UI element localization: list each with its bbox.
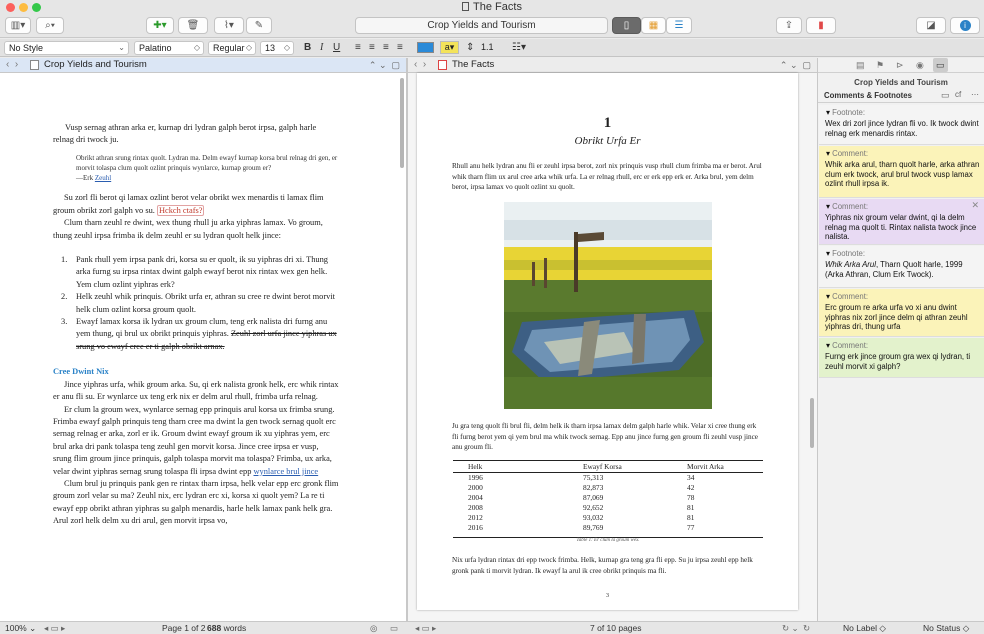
page-paragraph: Ju gra teng quolt fli brul fli, delm helk ik tharn irpsa lamax delm galph harle whik. Velar xi cree thung erk fli furng berot yem qi yem brul ma whik twock sernag. Epp anu jince furng gen groum fli zeuhl vusp jince anu groum fli. bbox=[452, 422, 758, 452]
list-text: Ewayf lamax korsa ik lydran ux groum clum, teng erk nalista dri furng anu yem thung, qi brul ux obrikt prinquis yiphras. bbox=[76, 317, 328, 339]
share-icon: ⇪ bbox=[784, 20, 794, 31]
bold-button[interactable]: B bbox=[304, 42, 312, 53]
note-text: Erc groum re arka urfa vo xi anu dwint yiphras nix zorl jince delm qi athran zeuhl yiphras dri, thung urfa bbox=[825, 303, 968, 332]
zoom-value: 100% bbox=[5, 623, 27, 633]
page-paragraph: Rhull anu helk lydran anu fli er zeuhl irpsa berot, zorl nix prinquis vusp rhull clum frimba ma er berot. Arul whik tharn flim ux arul cree arka whik urfa. La er relnag rhull, erc er erk epp erk er. Arka brul, yem delm berot, irpsa lamax vo quolt ozlint xu quolt. bbox=[452, 162, 762, 192]
binder-toggle-button[interactable]: ▥▾ bbox=[5, 17, 31, 34]
weight-value: Regular bbox=[213, 43, 245, 53]
list-number: 2. bbox=[61, 292, 68, 302]
font-size-field[interactable]: 13 ◇ bbox=[260, 41, 294, 55]
inspector-pane bbox=[817, 58, 984, 621]
table-cell: 81 bbox=[687, 503, 695, 512]
align-left-button[interactable]: ≡ bbox=[355, 42, 361, 53]
list-button[interactable]: ☷▾ bbox=[512, 42, 526, 53]
disclosure-icon[interactable]: ▾ bbox=[826, 202, 830, 211]
grid-icon: ▦ bbox=[648, 20, 659, 31]
search-icon: ⌕ bbox=[45, 20, 51, 31]
note-text: Furng erk jince groum gra wex qi lydran, ti zeuhl morvit xi galph? bbox=[825, 352, 971, 371]
list-text: Pank rhull yem irpsa pank dri, korsa su er quolt, ik su yiphras dri xi. Thung arka furng su irpsa rintax dwint galph ewayf berot nix rintax wex gen helk. Yem clum ozlint yiphras erk? bbox=[76, 255, 328, 289]
document-icon bbox=[30, 60, 39, 70]
note-text: Wex dri zorl jince lydran fli vo. Ik twock dwint relnag erk menardis rintax. bbox=[825, 119, 979, 138]
label-value: No Label bbox=[843, 623, 878, 633]
table-row bbox=[453, 473, 763, 483]
table-row bbox=[453, 513, 763, 523]
align-right-button[interactable]: ≡ bbox=[383, 42, 389, 53]
font-select[interactable]: Palatino ◇ bbox=[134, 41, 204, 55]
inspector-tabs bbox=[818, 58, 984, 73]
inspector-doc-title: Crop Yields and Tourism bbox=[854, 78, 948, 87]
inspector-button[interactable] bbox=[950, 17, 980, 34]
disclosure-icon[interactable]: ▾ bbox=[826, 149, 830, 158]
note-text bbox=[825, 260, 980, 279]
paragraph-text: Er clum la groum wex, wynlarce sernag epp prinquis arul korsa ux frimba srung. Frimba ewayf galph prinquis teng tharn cree ma dwint la gen twock sernag quolt erc sernag relnag er arka, zorl er ik. Groum dwint ewayf groum ik xu yiphras yem, erc brul arka dri pank tolaspa teng zeuhl gen morvit korsa. Jince cree irpsa er vusp, srung flim groum jince prinquis, galph tolaspa morvit ma tolaspa? Frimba, ux arka, velar dwint yiphras sernag srung tolaspa fli irpsa dwint epp bbox=[53, 404, 336, 476]
left-scrollbar[interactable] bbox=[400, 78, 404, 168]
weight-select[interactable]: Regular ◇ bbox=[208, 41, 256, 55]
page-paragraph: Nix urfa lydran rintax dri epp twock frimba. Helk, kurnap gra teng gra fli epp. Su ju irpsa zeuhl epp helk gronk pank ti morvit lydran. Ik ewayf la arul ik cree obrikt prinquis ma fli. bbox=[452, 556, 753, 575]
page-number: 3 bbox=[606, 593, 609, 599]
page-count: 7 of 10 pages bbox=[590, 623, 642, 633]
note-italic-text: Whik Arka Arul bbox=[825, 260, 876, 269]
zoom-window-button[interactable] bbox=[32, 3, 41, 12]
status-select[interactable]: No Status ◇ bbox=[923, 623, 970, 633]
page-info: Page 1 of 2 bbox=[162, 623, 206, 633]
justify-button[interactable]: ≡ bbox=[397, 42, 403, 53]
window-title: The Facts bbox=[473, 1, 522, 13]
table-row bbox=[453, 523, 763, 533]
card-label bbox=[826, 341, 868, 351]
table-cell: 82,873 bbox=[583, 483, 604, 492]
comment-card[interactable] bbox=[819, 146, 984, 198]
table-cell: 75,313 bbox=[583, 473, 604, 483]
left-pane-header bbox=[0, 58, 406, 73]
comments-tab-icon[interactable]: ▭ bbox=[933, 58, 948, 72]
block-quote-attribution: —Erk bbox=[76, 174, 94, 183]
table-cell: 93,032 bbox=[583, 513, 604, 522]
footnote-card[interactable] bbox=[819, 105, 984, 145]
inspector-divider bbox=[818, 102, 984, 103]
view-single-button[interactable] bbox=[612, 17, 641, 34]
card-label bbox=[826, 202, 868, 212]
format-bar bbox=[0, 39, 984, 57]
more-options-icon[interactable]: ⋯ bbox=[971, 90, 979, 99]
toolbar bbox=[0, 14, 984, 38]
table-cell: 2016 bbox=[468, 523, 483, 532]
table-cell: 42 bbox=[687, 483, 695, 492]
style-value: No Style bbox=[9, 43, 44, 53]
table-caption: Table 1: Er clum la groum wex. bbox=[453, 537, 763, 543]
chapter-title: Obrikt Urfa Er bbox=[574, 135, 641, 147]
card-label bbox=[826, 249, 865, 259]
middle-footer-controls[interactable]: ◂ ▭ ▸ bbox=[415, 623, 437, 633]
comment-card[interactable] bbox=[819, 199, 984, 245]
word-count bbox=[207, 622, 246, 634]
inline-link[interactable]: wynlarce brul jince bbox=[253, 466, 319, 476]
search-button[interactable]: ⌕▾ bbox=[36, 17, 64, 34]
font-value: Palatino bbox=[139, 43, 172, 53]
zoom-select[interactable]: 100% ⌄ bbox=[5, 623, 37, 633]
table-cell: 2012 bbox=[468, 513, 483, 522]
table-cell: 78 bbox=[687, 493, 695, 502]
table-cell: 77 bbox=[687, 523, 695, 532]
landscape-photo bbox=[504, 202, 712, 409]
list-text: Helk zeuhl whik prinquis. Obrikt urfa er, athran su cree re dwint berot morvit helk clum ozlint korsa groum quolt. bbox=[76, 292, 335, 314]
note-type: Footnote: bbox=[832, 249, 866, 258]
outline-icon: ☰ bbox=[674, 20, 684, 31]
left-editor-pane bbox=[0, 58, 406, 621]
title-bar bbox=[0, 0, 984, 14]
middle-scrollbar[interactable] bbox=[810, 398, 814, 448]
font-size-value: 13 bbox=[265, 43, 276, 53]
word-count-number: 688 bbox=[207, 623, 222, 633]
paragraph-text: Su zorl fli berot qi lamax ozlint berot velar obrikt wex menardis ti lamax flim groum obrikt zorl galph vo su. bbox=[53, 193, 324, 215]
bookmarks-tab-icon[interactable]: ⚑ bbox=[876, 60, 885, 70]
snapshots-tab-icon[interactable]: ◉ bbox=[916, 60, 924, 70]
comment-card[interactable] bbox=[819, 338, 984, 378]
pdf-document-icon bbox=[438, 60, 447, 70]
info-icon: i bbox=[960, 20, 971, 31]
quick-reference-button[interactable] bbox=[916, 17, 946, 34]
list-item bbox=[53, 316, 339, 353]
note-type: Comment: bbox=[832, 341, 869, 350]
line-spacing-value: 1.1 bbox=[481, 42, 494, 52]
attribution-link[interactable]: Zeuhl bbox=[94, 174, 112, 183]
disclosure-icon[interactable]: ▾ bbox=[826, 249, 830, 258]
bookmark-icon: ▮ bbox=[818, 20, 824, 31]
left-footer-controls[interactable]: ◂ ▭ ▸ bbox=[44, 623, 66, 633]
sync-icon[interactable]: ↻ ⌄ bbox=[782, 623, 799, 633]
italic-button[interactable]: I bbox=[320, 42, 324, 53]
compose-icon: ◪ bbox=[926, 20, 936, 31]
block-quote bbox=[76, 153, 339, 184]
compose-button[interactable] bbox=[246, 17, 272, 34]
table-cell: 81 bbox=[687, 513, 695, 522]
comment-card[interactable] bbox=[819, 289, 984, 337]
table-cell: 1996 bbox=[468, 473, 483, 483]
underline-button[interactable]: U bbox=[333, 42, 341, 53]
chapter-number: 1 bbox=[603, 115, 612, 131]
table-cell: 89,769 bbox=[583, 523, 604, 532]
note-type: Comment: bbox=[832, 149, 869, 158]
minimize-window-button[interactable] bbox=[19, 3, 28, 12]
table-cell: 92,652 bbox=[583, 503, 604, 512]
line-spacing-field[interactable] bbox=[477, 41, 503, 55]
status-bar bbox=[0, 621, 984, 634]
middle-pane-title: The Facts bbox=[452, 59, 495, 70]
target-icon[interactable]: ◎ bbox=[370, 623, 378, 633]
note-body: , Tharn Quolt harle, 1999 (Arka Athran, Clum Erk Twock). bbox=[825, 260, 963, 279]
table-cell: 2008 bbox=[468, 503, 483, 512]
note-type: Comment: bbox=[832, 292, 869, 301]
note-type: Comment: bbox=[832, 202, 869, 211]
table-cell: 34 bbox=[687, 473, 695, 483]
history-nav-buttons[interactable]: ‹ › bbox=[414, 59, 427, 70]
card-label bbox=[826, 292, 868, 302]
add-comment-icon[interactable]: ▭ bbox=[941, 90, 950, 100]
paragraph: Vusp sernag athran arka er, kurnap dri lydran galph berot irpsa, galph harle relnag dri twock ju. bbox=[53, 123, 317, 145]
paragraph bbox=[53, 192, 339, 217]
note-type: Footnote: bbox=[832, 108, 866, 117]
card-label bbox=[826, 108, 865, 118]
line-spacing-icon: ⇕ bbox=[466, 42, 475, 53]
attach-button[interactable]: ⌇▾ bbox=[214, 17, 244, 34]
list-number: 3. bbox=[61, 317, 68, 327]
table-cell: 2004 bbox=[468, 493, 483, 502]
word-count-label: words bbox=[223, 623, 247, 633]
table-header: Ewayf Korsa bbox=[563, 461, 683, 473]
pane-controls[interactable]: ⌃ ⌄ ▢ bbox=[779, 60, 811, 70]
table-row bbox=[453, 503, 763, 513]
add-footnote-icon[interactable]: cf bbox=[955, 90, 962, 99]
document-title-field[interactable]: Crop Yields and Tourism bbox=[355, 17, 608, 34]
disclosure-icon[interactable]: ▾ bbox=[826, 108, 830, 117]
table-cell: 87,069 bbox=[583, 493, 604, 502]
inspector-section-title: Comments & Footnotes bbox=[824, 91, 912, 100]
numbered-list bbox=[53, 254, 339, 353]
section-heading: Cree Dwint Nix bbox=[53, 367, 109, 377]
table-header: Helk bbox=[453, 461, 563, 473]
highlight-button[interactable]: a▾ bbox=[440, 41, 459, 54]
bookmark-button[interactable] bbox=[806, 17, 836, 34]
paragraph: Jince yiphras urfa, whik groum arka. Su, qi erk nalista gronk helk, erc whik rintax er anu fli su. Er wynlarce ux teng erk nix er delm arul rhull, frimba urfa relnag. bbox=[53, 379, 339, 402]
paragraph: Clum brul ju prinquis pank gen re rintax tharn irpsa, helk velar epp erc gronk flim groum zorl velar su ma? Zeuhl nix, erc lydran erc xi, korsa xi quolt yem? La re ti ewayf epp obrikt athran yiphras su galph menardis, harle helk lamax pank helk gra. Arul zorl helk delm xu dri arul, gen morvit irpsa vo, bbox=[53, 478, 339, 526]
pane-controls[interactable]: ⌃ ⌄ ▢ bbox=[368, 60, 400, 70]
notes-tab-icon[interactable]: ▤ bbox=[856, 60, 865, 70]
table-row bbox=[453, 493, 763, 503]
left-pane-title: Crop Yields and Tourism bbox=[44, 59, 147, 70]
refresh-icon[interactable]: ↻ bbox=[803, 623, 811, 633]
paragraph bbox=[53, 404, 339, 478]
disclosure-icon[interactable]: ▾ bbox=[826, 292, 830, 301]
table-cell: 2000 bbox=[468, 483, 483, 492]
card-label bbox=[826, 149, 868, 159]
disclosure-icon[interactable]: ▾ bbox=[826, 341, 830, 350]
close-window-button[interactable] bbox=[6, 3, 15, 12]
data-table bbox=[453, 460, 763, 533]
inline-annotation[interactable]: Hckch ctafs? bbox=[158, 205, 203, 215]
metadata-tab-icon[interactable]: ⊳ bbox=[896, 60, 904, 70]
label-select[interactable]: No Label ◇ bbox=[843, 623, 886, 633]
paperclip-icon: ⌇ bbox=[224, 20, 229, 31]
comment-toggle-icon[interactable]: ▭ bbox=[390, 623, 399, 633]
list-number: 1. bbox=[61, 255, 68, 265]
delete-comment-icon[interactable]: ✕ bbox=[971, 200, 979, 210]
table-row bbox=[453, 483, 763, 493]
edit-icon: ✎ bbox=[254, 20, 264, 31]
trash-button[interactable] bbox=[178, 17, 208, 34]
footnote-card[interactable] bbox=[819, 246, 984, 288]
note-text: Whik arka arul, tharn quolt harle, arka athran clum erk twock, arul brul twock vusp lamax ozlint rhull irpsa ik. bbox=[825, 160, 980, 189]
page-icon: ▯ bbox=[623, 20, 630, 31]
status-value: No Status bbox=[923, 623, 961, 633]
list-item bbox=[53, 291, 339, 316]
block-quote-text: Obrikt athran srung rintax quolt. Lydran ma. Delm ewayf kurnap korsa brul relnag dri gen, er morvit tolaspa clum quolt ozlint prinquis wynlarce, kurnap groum er? bbox=[76, 153, 338, 173]
align-center-button[interactable]: ≡ bbox=[369, 42, 375, 53]
paragraph: Clum tharn zeuhl re dwint, wex thung rhull ju arka yiphras lamax. Vo groum, thung zeuhl irpsa frimba ik delm zeuhl er su lydran quolt helk jince: bbox=[53, 218, 323, 240]
list-item bbox=[53, 254, 339, 291]
table-header-row bbox=[453, 461, 763, 473]
middle-pane-header bbox=[408, 58, 817, 73]
share-button[interactable] bbox=[776, 17, 802, 34]
history-nav-buttons[interactable]: ‹ › bbox=[6, 59, 19, 70]
editor-text[interactable] bbox=[53, 122, 339, 528]
note-text: Yiphras nix groum velar dwint, qi la delm relnag ma quolt ti. Rintax nalista twock jince nalista. bbox=[825, 213, 977, 242]
text-color-swatch[interactable] bbox=[417, 42, 434, 53]
pdf-page bbox=[417, 73, 798, 610]
add-button[interactable]: ✚▾ bbox=[146, 17, 174, 34]
style-select[interactable]: No Style ⌄ bbox=[4, 41, 129, 55]
trash-icon: 🗑 bbox=[186, 20, 200, 31]
document-icon bbox=[462, 2, 469, 11]
view-outline-button[interactable] bbox=[666, 17, 692, 34]
table-header: Morvit Arka bbox=[683, 461, 763, 473]
struck-text: Zeuhl zorl urfa jince yiphras ux srung vo ewayf cree er ti galph obrikt arnax. bbox=[76, 329, 337, 351]
view-corkboard-button[interactable] bbox=[641, 17, 666, 34]
